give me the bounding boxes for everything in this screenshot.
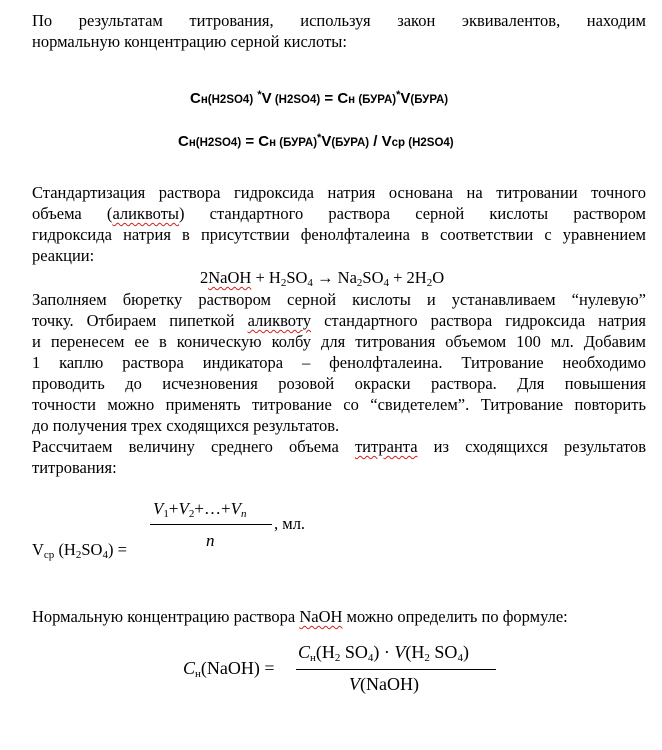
eq2-vcp: V <box>381 133 392 150</box>
eq1-rhs-v: V <box>400 90 411 107</box>
para3-line-5: проводить до исчезновения розовой окраски раствора. Для повышения <box>32 374 646 393</box>
eq1-rhs-c: C <box>337 90 349 107</box>
spellcheck-word-aliquot: аликвоты <box>112 204 179 223</box>
rxn-so: SO <box>286 268 308 287</box>
favg-v-sub: ср <box>43 549 55 561</box>
eq2-equals: = <box>241 133 259 150</box>
eq2-rhs-c-sub: н <box>269 137 277 149</box>
fnaoh-num-dot: · <box>379 642 395 662</box>
rxn-plus-h: + H <box>251 268 281 287</box>
favg-num-n: n <box>240 508 247 520</box>
eq2-div: / <box>369 133 382 150</box>
fnaoh-num-4b: 4 <box>457 652 463 664</box>
formula-naoh-fraction-bar <box>296 669 496 670</box>
para3-line-1: Заполняем бюретку раствором серной кислоты и устанавливаем “нулевую” <box>32 290 646 309</box>
rxn-sub-2: 2 <box>280 277 287 289</box>
fnaoh-num-so2: SO <box>429 642 458 662</box>
intro-line-2: нормальную концентрацию серной кислоты: <box>32 32 347 51</box>
formula-naoh-numerator <box>298 642 469 664</box>
rxn-naoh-coef: 2 <box>200 268 209 287</box>
favg-num-plus: + <box>168 499 179 518</box>
equation-1 <box>190 89 448 107</box>
rxn-arrow: → Na <box>312 268 357 287</box>
rxn-naoh: NaOH <box>208 268 252 287</box>
favg-sub-4: 4 <box>102 549 108 561</box>
eq1-c-sub: н(H2SO4) <box>200 94 254 106</box>
fnaoh-den-v: V <box>349 674 360 694</box>
eq1-mult-2: * <box>396 89 401 101</box>
para2-line-2 <box>32 203 646 224</box>
para3-line-9: титрования: <box>32 458 117 477</box>
para2-line-3: гидроксида натрия в присутствии фенолфталеина в соответствии с уравнением <box>32 225 646 244</box>
intro-paragraph <box>32 10 646 52</box>
favg-num-vn: V <box>230 499 241 518</box>
eq1-c: C <box>190 90 201 107</box>
eq2-c: C <box>178 133 189 150</box>
eq2-rhs-c-paren: (БУРА) <box>276 137 318 149</box>
favg-num-1: 1 <box>163 508 169 520</box>
formula-avg-fraction-bar <box>150 524 272 525</box>
naoh-paragraph <box>32 607 568 627</box>
para3-line-8-b: из сходящихся результатов <box>417 437 646 456</box>
para3-line-6: точности можно применять титрование со “свидетелем”. Титрование повторить <box>32 395 646 414</box>
fnaoh-num-4a: 4 <box>367 652 374 664</box>
eq1-rhs-c-paren: (БУРА) <box>355 94 397 106</box>
formula-avg-denominator: n <box>206 531 215 550</box>
rxn-plus-2h: + 2H <box>389 268 427 287</box>
formula-avg-lhs <box>32 540 127 561</box>
eq2-c-sub: н(H2SO4) <box>188 137 242 149</box>
formula-naoh-denominator <box>349 674 419 695</box>
rxn-sub-4: 4 <box>307 277 313 289</box>
reaction-equation <box>200 268 444 289</box>
eq2-vcp-sub: ср <box>391 137 406 149</box>
para3-line-3: и перенесем ее в коническую колбу для титрования объемом 100 мл. Добавим <box>32 332 646 351</box>
eq2-vcp-paren: (H2SO4) <box>405 137 454 149</box>
fnaoh-num-2a: 2 <box>334 652 341 664</box>
eq1-rhs-v-paren: (БУРА) <box>410 94 449 106</box>
favg-sub-2: 2 <box>75 549 82 561</box>
favg-num-dots: +…+ <box>194 499 231 518</box>
fnaoh-num-c: C <box>298 642 311 662</box>
para3-line-2 <box>32 310 646 331</box>
para2-line-1: Стандартизация раствора гидроксида натрия основана на титровании точного <box>32 183 646 202</box>
favg-close: ) = <box>107 540 127 559</box>
favg-num-2: 2 <box>188 508 195 520</box>
rxn-sub-na2: 2 <box>356 277 363 289</box>
para3-line-2-a: точку. Отбираем пипеткой <box>32 311 248 330</box>
favg-paren: (H <box>54 540 76 559</box>
fnaoh-c-sub: н <box>195 668 201 680</box>
fnaoh-num-close2: ) <box>462 642 469 662</box>
para4-b: можно определить по формуле: <box>342 607 568 626</box>
fnaoh-num-paren1: (H <box>315 642 335 662</box>
para3-line-4: 1 каплю раствора индикатора – фенолфталеина. Титрование необходимо <box>32 353 646 372</box>
fnaoh-num-v: V <box>394 642 406 662</box>
favg-so: SO <box>81 540 103 559</box>
para2-line-2-b: ) стандартного раствора серной кислоты раствором <box>179 204 646 223</box>
para2-line-4: реакции: <box>32 246 95 265</box>
procedure-paragraph <box>32 289 646 478</box>
fnaoh-num-2b: 2 <box>424 652 430 664</box>
para4-a: Нормальную концентрацию раствора <box>32 607 300 626</box>
formula-naoh-lhs <box>183 658 275 680</box>
rxn-sub-4b: 4 <box>383 277 389 289</box>
eq2-v-paren: (БУРА) <box>331 137 370 149</box>
formula-avg-numerator <box>153 499 246 520</box>
rxn-so-b: SO <box>362 268 384 287</box>
eq1-mult-1: * <box>257 89 262 101</box>
eq2-rhs-c: C <box>258 133 270 150</box>
eq1-rhs-c-sub: н <box>348 94 356 106</box>
para3-line-7: до получения трех сходящихся результатов. <box>32 416 340 435</box>
spellcheck-word-aliquot-2: аликвоту <box>247 311 312 330</box>
fnaoh-num-paren2: (H <box>405 642 425 662</box>
eq2-mult: * <box>317 132 322 144</box>
fnaoh-num-c-sub: н <box>310 652 316 664</box>
fnaoh-c: C <box>183 658 196 678</box>
fnaoh-den-paren: (NaOH) <box>360 674 419 694</box>
para3-line-8 <box>32 436 646 457</box>
eq2-v: V <box>321 133 332 150</box>
rxn-sub-h2: 2 <box>426 277 433 289</box>
spellcheck-word-naoh: NaOH <box>299 607 343 626</box>
fnaoh-paren: (NaOH) = <box>200 658 275 678</box>
spellcheck-word-titrant: титранта <box>354 437 418 456</box>
intro-line-1: По результатам титрования, используя закон эквивалентов, находим <box>32 11 646 30</box>
favg-v: V <box>32 540 44 559</box>
fnaoh-num-so1: SO <box>340 642 368 662</box>
rxn-o: O <box>432 268 445 287</box>
para3-line-8-a: Рассчитаем величину среднего объема <box>32 437 355 456</box>
eq1-v-sub: (H2SO4) <box>271 94 321 106</box>
para3-line-2-b: стандартного раствора гидроксида натрия <box>311 311 646 330</box>
favg-num-v2: V <box>178 499 189 518</box>
para2-line-2-a: объема ( <box>32 204 113 223</box>
eq1-v: V <box>261 90 272 107</box>
eq1-equals: = <box>320 90 338 107</box>
equation-2 <box>178 132 454 150</box>
formula-avg-unit: , мл. <box>274 514 306 533</box>
fnaoh-num-close1: ) <box>373 642 380 662</box>
standardization-paragraph <box>32 182 646 266</box>
favg-num-v1: V <box>153 499 164 518</box>
